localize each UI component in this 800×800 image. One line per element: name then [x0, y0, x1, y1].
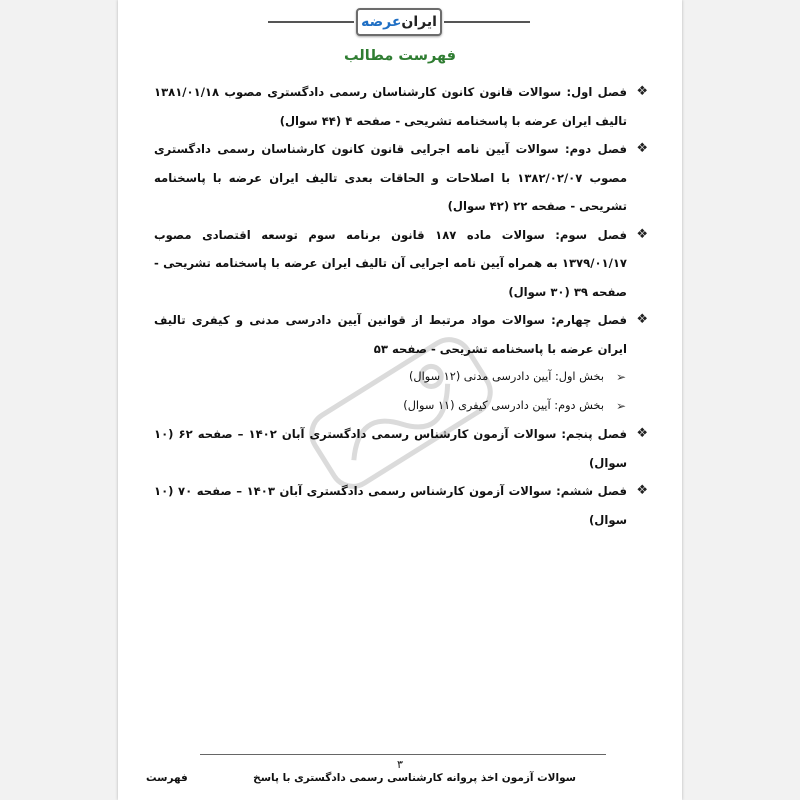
logo-accent-text: عرضه: [361, 14, 402, 30]
toc-entry-text: فصل پنجم: سوالات آزمون کارشناس رسمی دادگستری آبان ۱۴۰۲ – صفحه ۶۲ (۱۰ سوال): [154, 427, 627, 470]
toc-subentry-text: بخش اول: آیین دادرسی مدنی (۱۲ سوال): [409, 370, 604, 383]
diamond-bullet-icon: ❖: [636, 483, 648, 498]
toc-subentry-text: بخش دوم: آیین دادرسی کیفری (۱۱ سوال): [403, 398, 604, 412]
toc-title: فهرست مطالب: [343, 48, 457, 64]
document-page: [118, 0, 682, 800]
toc-entry-chapter-5[interactable]: [154, 420, 648, 477]
toc-entry-chapter-6[interactable]: [154, 477, 648, 534]
toc-subentry-part-1[interactable]: [154, 363, 648, 392]
toc-entry-chapter-1[interactable]: [154, 78, 648, 135]
page-number: ۳: [397, 758, 403, 771]
arrow-bullet-icon: ➢: [615, 398, 626, 413]
header-rule-left: [268, 21, 354, 23]
header-rule-right: [444, 21, 530, 23]
toc-entry-chapter-2[interactable]: [154, 135, 648, 221]
diamond-bullet-icon: ❖: [636, 312, 648, 327]
footer-book-title: سوالات آزمون اخذ پروانه کارشناسی رسمی دادگستری با پاسخ: [253, 772, 576, 784]
toc-entry-text: فصل دوم: سوالات آیین نامه اجرایی قانون کانون کارشناسان رسمی دادگستری مصوب ۱۳۸۲/۰۲/۰۷ با اصلاحات و الحاقات بعدی تالیف ایران عرضه با پاسخنامه تشریحی - صفحه ۲۲ (۴۲ سوال): [154, 142, 627, 213]
toc-entry-chapter-3[interactable]: [154, 221, 648, 307]
footer-section-label: فهرست: [146, 772, 188, 784]
toc-entry-text: فصل اول: سوالات قانون کانون کارشناسان رسمی دادگستری مصوب ۱۳۸۱/۰۱/۱۸ تالیف ایران عرضه با پاسخنامه تشریحی - صفحه ۴ (۴۴ سوال): [154, 85, 627, 128]
table-of-contents: [154, 78, 648, 534]
toc-entry-text: فصل ششم: سوالات آزمون کارشناس رسمی دادگستری آبان ۱۴۰۳ – صفحه ۷۰ (۱۰ سوال): [154, 484, 627, 527]
brand-logo: [356, 8, 442, 36]
toc-entry-chapter-4[interactable]: [154, 306, 648, 363]
diamond-bullet-icon: ❖: [636, 426, 648, 441]
toc-entry-text: فصل سوم: سوالات ماده ۱۸۷ قانون برنامه سوم توسعه اقتصادی مصوب ۱۳۷۹/۰۱/۱۷ به همراه آیین نامه اجرایی آن تالیف ایران عرضه با پاسخنامه تشریحی - صفحه ۳۹ (۳۰ سوال): [154, 227, 627, 299]
arrow-bullet-icon: ➢: [615, 370, 626, 384]
diamond-bullet-icon: ❖: [636, 84, 648, 99]
footer-rule: [200, 754, 606, 755]
logo-text: ایران: [401, 14, 437, 30]
toc-entry-text: فصل چهارم: سوالات مواد مرتبط از قوانین آیین دادرسی مدنی و کیفری تالیف ایران عرضه با پاسخنامه تشریحی - صفحه ۵۳: [154, 313, 627, 356]
diamond-bullet-icon: ❖: [636, 141, 648, 156]
toc-subentry-part-2[interactable]: [154, 392, 648, 421]
diamond-bullet-icon: ❖: [636, 226, 648, 242]
